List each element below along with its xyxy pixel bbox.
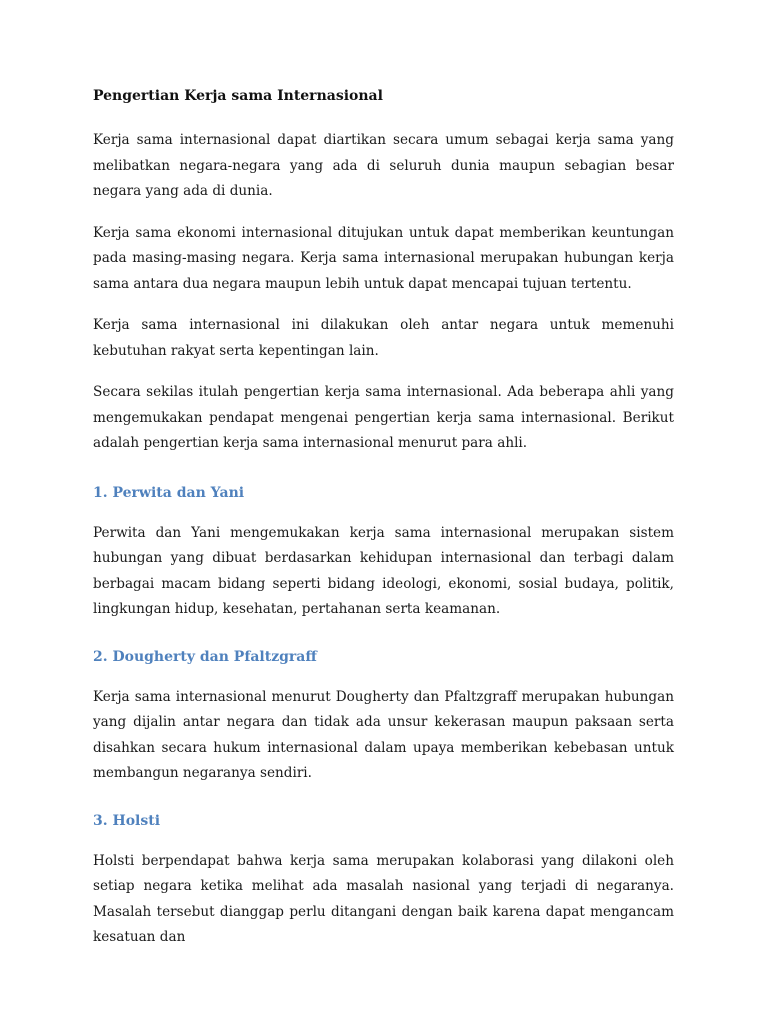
document-title: Pengertian Kerja sama Internasional [93, 88, 383, 104]
section-paragraph-1: Perwita dan Yani mengemukakan kerja sama internasional merupakan sistem hubungan yang dibuat berdasarkan kehidupan internasional dan terbagi dalam berbagai macam bidang seperti bidang ideologi, ekonomi, sosial budaya, politik, lingkungan hidup, kesehatan, pertahanan serta keamanan. [93, 524, 674, 617]
section-heading-2: 2. Dougherty dan Pfaltzgraff [93, 648, 317, 665]
intro-paragraph-3: Kerja sama internasional ini dilakukan oleh antar negara untuk memenuhi kebutuhan rakyat serta kepentingan lain. [93, 317, 674, 359]
intro-paragraph-4: Secara sekilas itulah pengertian kerja sama internasional. Ada beberapa ahli yang mengemukakan pendapat mengenai pengertian kerja sama internasional. Berikut adalah pengertian kerja sama internasional menurut para ahli. [93, 384, 674, 451]
section-heading-1: 1. Perwita dan Yani [93, 484, 245, 501]
section-paragraph-2: Kerja sama internasional menurut Dougherty dan Pfaltzgraff merupakan hubungan yang dijalin antar negara dan tidak ada unsur kekerasan maupun paksaan serta disahkan secara hukum internasional dalam upaya memberikan kebebasan untuk membangun negaranya sendiri. [93, 688, 674, 781]
intro-paragraph-2: Kerja sama ekonomi internasional ditujukan untuk dapat memberikan keuntungan pada masing-masing negara. Kerja sama internasional merupakan hubungan kerja sama antara dua negara maupun lebih untuk dapat mencapai tujuan tertentu. [93, 224, 674, 292]
document-page [93, 86, 674, 967]
section-heading-3: 3. Holsti [93, 812, 161, 829]
intro-paragraph-1: Kerja sama internasional dapat diartikan secara umum sebagai kerja sama yang melibatkan negara-negara yang ada di seluruh dunia maupun sebagian besar negara yang ada di dunia. [93, 132, 674, 199]
section-paragraph-3: Holsti berpendapat bahwa kerja sama merupakan kolaborasi yang dilakoni oleh setiap negara ketika melihat ada masalah nasional yang terjadi di negaranya. Masalah tersebut dianggap perlu ditangani dengan baik karena dapat mengancam kesatuan dan [93, 852, 674, 945]
